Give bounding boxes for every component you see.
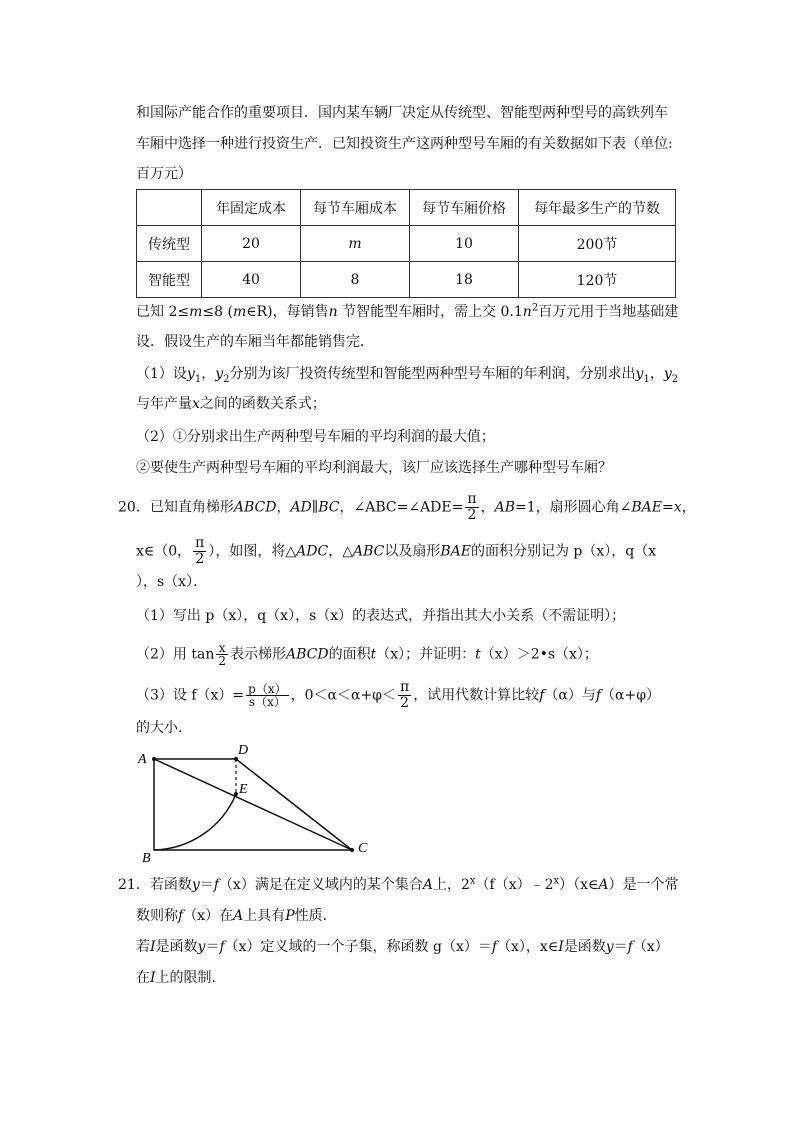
intro-line-3: 百万元） bbox=[136, 166, 192, 182]
label-e: E bbox=[239, 782, 248, 797]
q20-part1: （1）写出 p（x），q（x），s（x）的表达式，并指出其大小关系（不需证明）； bbox=[136, 608, 626, 624]
q20-line-2: x∈（0， $\frac{\pi}{2}$ ），如图，将△ADC，△ABC以及扇形BAE的面积分别记为 p（x），q（x bbox=[136, 535, 657, 567]
table-header-cell: 每年最多生产的节数 bbox=[519, 190, 676, 226]
q20-part3: （3）设 f（x）= $\frac{p(x)}{s(x)}$ ，0＜α＜α+φ＜ $\frac{\pi}{2}$ ，试用代数计算比较f（α）与f（α+φ） bbox=[136, 679, 661, 711]
point-e bbox=[234, 792, 238, 796]
table-header-cell: 每节车厢成本 bbox=[301, 190, 410, 226]
trapezoid-figure bbox=[130, 740, 390, 865]
table-header-cell: 年固定成本 bbox=[202, 190, 301, 226]
q21-line-4: 在I上的限制． bbox=[136, 970, 226, 986]
label-c: C bbox=[358, 841, 368, 856]
intro-line-1: 和国际产能合作的重要项目．国内某车辆厂决定从传统型、智能型两种型号的高铁列车 bbox=[136, 105, 668, 121]
intro-line-2: 车厢中选择一种进行投资生产．已知投资生产这两种型号车厢的有关数据如下表（单位: bbox=[136, 136, 673, 152]
sector-arc-be bbox=[154, 794, 236, 850]
table-cell: 120节 bbox=[519, 262, 676, 298]
table-header-cell bbox=[137, 190, 202, 226]
table-cell: 8 bbox=[301, 262, 410, 298]
table-cell: 20 bbox=[202, 226, 301, 262]
table-cell: 10 bbox=[410, 226, 519, 262]
label-d: D bbox=[238, 743, 249, 758]
investment-table bbox=[136, 189, 676, 298]
q20-line-3: ），s（x）． bbox=[136, 574, 208, 590]
q20-line-1: 20．已知直角梯形ABCD，AD∥BC，∠ABC=∠ADE= $\frac{\pi}{2}$ ，AB=1，扇形圆心角∠BAE=x， bbox=[118, 491, 696, 523]
table-cell: 200节 bbox=[519, 226, 676, 262]
point-c bbox=[350, 848, 354, 852]
q19-condition-line-2: 设．假设生产的车厢当年都能销售完． bbox=[136, 334, 374, 350]
table-header-row bbox=[137, 190, 676, 226]
q19-part1-line-2: 与年产量x之间的函数关系式； bbox=[136, 396, 326, 412]
table-header-cell: 每节车厢价格 bbox=[410, 190, 519, 226]
q19-part2-line-2: ②要使生产两种型号车厢的平均利润最大，该厂应该选择生产哪种型号车厢？ bbox=[136, 460, 612, 476]
table-cell: 传统型 bbox=[137, 226, 202, 262]
table-cell: 40 bbox=[202, 262, 301, 298]
label-b: B bbox=[142, 851, 151, 865]
q20-part2: （2）用 tan $\frac{x}{2}$ 表示梯形ABCD的面积t（x）；并证明：t（x）＞2•s（x）； bbox=[136, 641, 598, 668]
table-row bbox=[137, 226, 676, 262]
q19-part1-line-1: （1）设$y_1$，$y_2$分别为该厂投资传统型和智能型两种型号车厢的年利润，分别求出$y_1$，$y_2$ bbox=[136, 366, 679, 385]
q19-condition-line-1: 已知 2≤m≤8 (m∈R)，每销售n 节智能型车厢时，需上交 $0.1n^2$百万元用于当地基础建 bbox=[136, 302, 679, 320]
q21-line-3: 若I是函数y＝f（x）定义域的一个子集，称函数 g（x）＝f（x），x∈I是函数y＝f（x） bbox=[136, 939, 669, 955]
table-cell: m bbox=[301, 226, 410, 262]
q21-line-1: 21．若函数y＝f（x）满足在定义域内的某个集合A上，2$^x$（f（x）﹣2$^x$）（x∈A）是一个常 bbox=[118, 875, 679, 893]
label-a: A bbox=[138, 752, 147, 767]
table-row bbox=[137, 262, 676, 298]
table-cell: 智能型 bbox=[137, 262, 202, 298]
q19-part2-line-1: （2）①分别求出生产两种型号车厢的平均利润的最大值； bbox=[136, 429, 495, 445]
table-cell: 18 bbox=[410, 262, 519, 298]
q21-line-2: 数则称f（x）在A上具有P性质． bbox=[136, 908, 337, 924]
q20-part3-line-2: 的大小． bbox=[136, 720, 192, 736]
point-a bbox=[152, 757, 156, 761]
